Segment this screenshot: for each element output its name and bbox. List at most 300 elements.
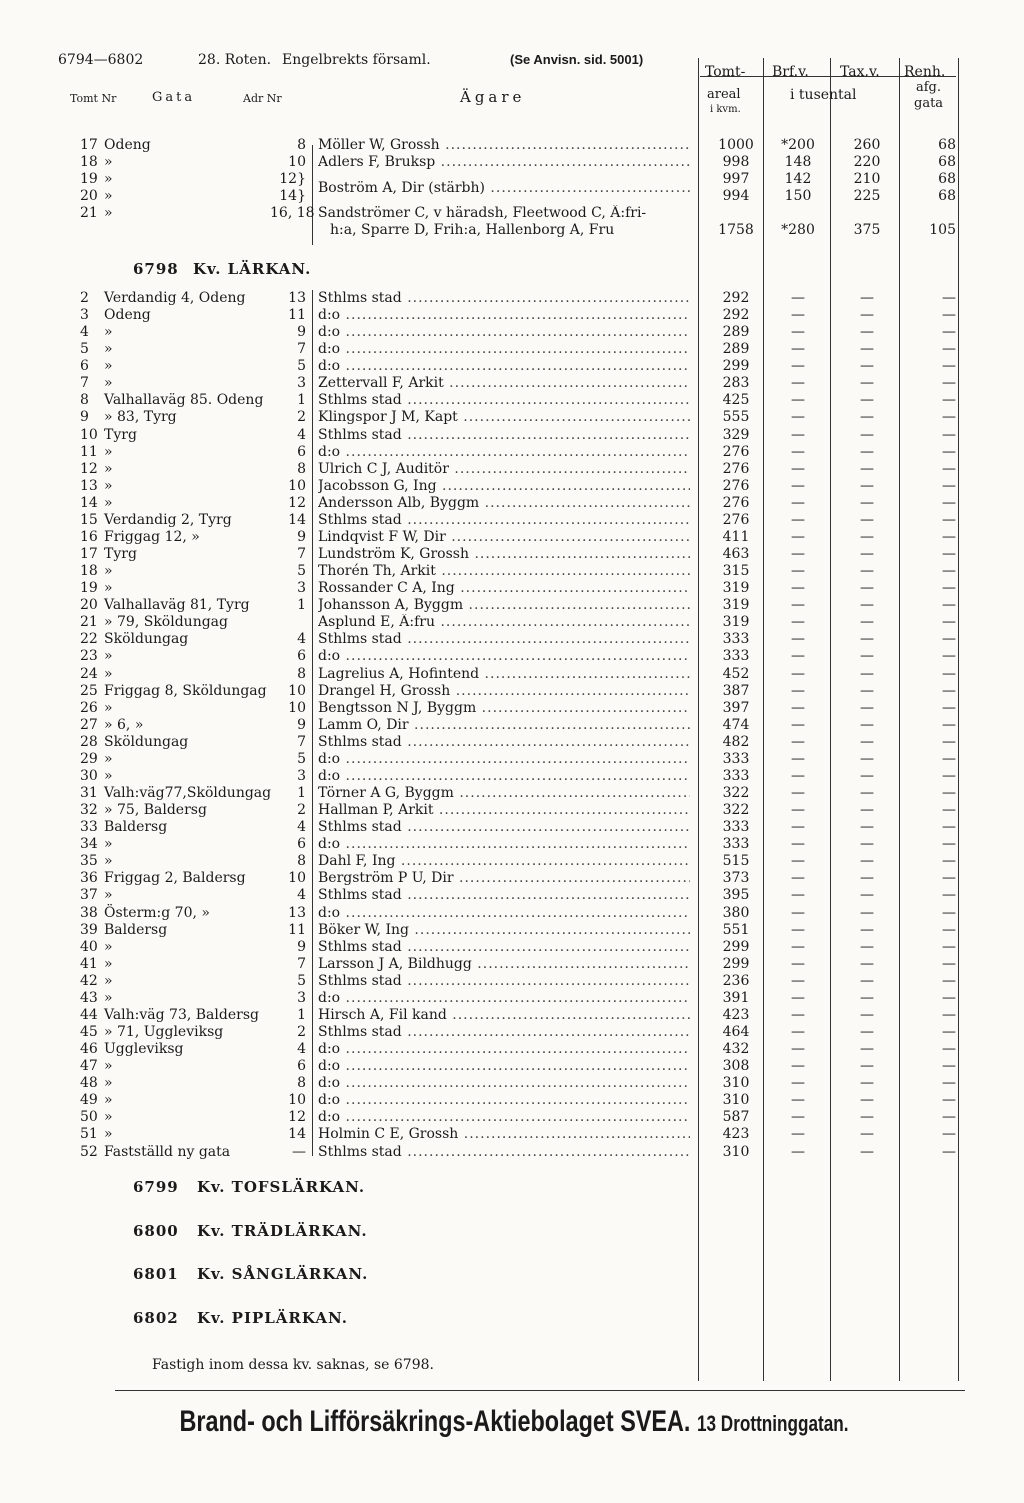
table-row: [0, 614, 1024, 631]
table-row: [0, 358, 1024, 375]
cell-nr: 50: [80, 1109, 98, 1126]
cell-renh: —: [942, 648, 956, 665]
cell-tax: —: [860, 904, 874, 921]
cell-renh: —: [942, 511, 956, 528]
cell-area: 310: [722, 1075, 750, 1092]
cell-adr: 2: [297, 802, 306, 819]
cell-renh: —: [942, 767, 956, 784]
cell-tax: —: [860, 375, 874, 392]
cell-renh: —: [942, 1024, 956, 1040]
reference-note: (Se Anvisn. sid. 5001): [510, 52, 644, 67]
cell-nr: 52: [80, 1143, 98, 1160]
cell-nr: 23: [80, 648, 98, 665]
cell-agare: Dahl F, Ing .....: [318, 853, 690, 870]
table-row: [0, 836, 1024, 853]
cell-nr: 20: [80, 597, 98, 614]
cell-brf: —: [791, 426, 805, 443]
cell-renh: —: [942, 341, 956, 358]
cell-brf: —: [791, 921, 805, 938]
cell-brf: —: [791, 819, 805, 836]
cell-area: 587: [722, 1109, 750, 1126]
cell-area: 299: [722, 358, 750, 375]
cell-agare: d:o .....: [318, 1109, 690, 1126]
cell-renh: —: [942, 1126, 956, 1143]
cell-gata: »: [104, 972, 113, 989]
cell-area: 292: [722, 290, 750, 306]
cell-gata: Tyrg: [104, 546, 137, 563]
cell-nr: 35: [80, 853, 98, 870]
cell-tax: —: [860, 546, 874, 563]
cell-tax: —: [860, 614, 874, 631]
cell-area: 373: [722, 870, 750, 887]
cell-brf: —: [791, 802, 805, 819]
cell-renh: —: [942, 324, 956, 341]
cell-brf: —: [791, 546, 805, 563]
cell-renh: —: [942, 290, 956, 306]
table-row: [0, 666, 1024, 683]
cell-tax: —: [860, 1006, 874, 1023]
cell-brf: —: [791, 1006, 805, 1023]
cell-gata: Österm:g 70, »: [104, 904, 210, 921]
cell-adr: 9: [297, 528, 306, 545]
cell-nr: 51: [80, 1126, 98, 1143]
cell-renh: —: [942, 307, 956, 324]
cell-brf: —: [791, 785, 805, 802]
table-row: h:a, Sparre D, Frih:a, Hallenborg A, Fru 1758 *280 375 105: [330, 222, 956, 238]
cell-renh: —: [942, 1092, 956, 1109]
cell-area: 299: [722, 938, 750, 955]
cell-agare: Drangel H, Grossh .....: [318, 683, 690, 700]
cell-gata: Verdandig 2, Tyrg: [104, 511, 232, 528]
cell-tax: —: [860, 358, 874, 375]
cell-nr: 42: [80, 972, 98, 989]
cell-area: 474: [722, 716, 750, 733]
cell-gata: »: [104, 1058, 113, 1075]
table-row: [0, 1126, 1024, 1143]
cell-renh: —: [942, 972, 956, 989]
cell-adr: 6: [297, 1058, 306, 1075]
table-row: [0, 1075, 1024, 1092]
cell-tax: —: [860, 1143, 874, 1160]
cell-tax: —: [860, 528, 874, 545]
kv-heading-6798: 6798 Kv. LÄRKAN.: [133, 260, 312, 278]
cell-tax: —: [860, 682, 874, 699]
cell-adr: 6: [297, 443, 306, 460]
cell-agare: Bengtsson N J, Byggm .....: [318, 700, 690, 717]
cell-adr: 3: [297, 375, 306, 392]
cell-renh: —: [942, 580, 956, 597]
cell-gata: Baldersg: [104, 819, 168, 836]
cell-tax: —: [860, 477, 874, 494]
col-brf: Brf.v.: [772, 64, 809, 80]
cell-area: 283: [722, 375, 750, 392]
table-row: [0, 905, 1024, 922]
cell-gata: »: [104, 580, 113, 597]
cell-brf: —: [791, 477, 805, 494]
cell-tax: —: [860, 1024, 874, 1040]
cell-nr: 33: [80, 819, 98, 836]
roten-label: 28. Roten.: [198, 52, 272, 68]
kv-heading-6799: 6799 Kv. TOFSLÄRKAN.: [133, 1178, 366, 1196]
missing-note: Fastigh inom dessa kv. saknas, se 6798.: [152, 1357, 434, 1373]
cell-tax: —: [860, 1058, 874, 1075]
cell-adr: 1: [297, 597, 306, 614]
cell-agare: Sthlms stad .....: [318, 939, 690, 956]
table-row: [0, 631, 1024, 648]
table-row: 17 Odeng 8 Möller W, Grossh ..... 1000 *200 260 68: [0, 137, 1024, 154]
cell-gata: » 79, Sköldungag: [104, 614, 228, 631]
cell-brf: —: [791, 494, 805, 511]
cell-area: 515: [722, 853, 750, 870]
cell-nr: 11: [80, 443, 98, 460]
cell-tax: —: [860, 443, 874, 460]
cell-adr: 7: [297, 341, 306, 358]
cell-gata: Odeng: [104, 307, 151, 324]
table-row: [0, 768, 1024, 785]
cell-nr: 47: [80, 1058, 98, 1075]
cell-area: 276: [722, 460, 750, 477]
table-row: [0, 819, 1024, 836]
cell-brf: —: [791, 836, 805, 853]
table-row: [0, 529, 1024, 546]
table-row: [0, 1007, 1024, 1024]
cell-adr: 6: [297, 836, 306, 853]
cell-agare: d:o .....: [318, 341, 690, 358]
cell-adr: 12: [288, 1109, 306, 1126]
cell-agare: Asplund E, Ä:fru .....: [318, 614, 690, 631]
cell-brf: —: [791, 1058, 805, 1075]
cell-area: 395: [722, 887, 750, 904]
cell-area: 276: [722, 494, 750, 511]
cell-nr: 26: [80, 699, 98, 716]
cell-gata: » 71, Uggleviksg: [104, 1024, 224, 1040]
cell-adr: 10: [288, 682, 306, 699]
cell-adr: 5: [297, 750, 306, 767]
cell-tax: —: [860, 767, 874, 784]
table-row: [0, 597, 1024, 614]
cell-adr: 4: [297, 887, 306, 904]
cell-area: 333: [722, 631, 750, 648]
cell-nr: 13: [80, 477, 98, 494]
cell-area: 315: [722, 563, 750, 580]
cell-area: 425: [722, 392, 750, 409]
cell-renh: —: [942, 1058, 956, 1075]
cell-gata: »: [104, 989, 113, 1006]
cell-nr: 2: [80, 290, 89, 306]
cell-tax: —: [860, 1109, 874, 1126]
cell-area: 322: [722, 785, 750, 802]
cell-area: 464: [722, 1024, 750, 1040]
cell-agare: Hirsch A, Fil kand .....: [318, 1007, 690, 1024]
cell-tax: —: [860, 648, 874, 665]
cell-renh: —: [942, 426, 956, 443]
cell-nr: 40: [80, 938, 98, 955]
cell-gata: »: [104, 324, 113, 341]
cell-renh: —: [942, 887, 956, 904]
cell-tax: —: [860, 324, 874, 341]
table-row: [0, 375, 1024, 392]
cell-adr: 3: [297, 989, 306, 1006]
cell-nr: 45: [80, 1024, 98, 1040]
cell-brf: —: [791, 597, 805, 614]
cell-nr: 46: [80, 1041, 98, 1058]
cell-nr: 32: [80, 802, 98, 819]
footer-rule: [115, 1390, 965, 1391]
cell-area: 289: [722, 341, 750, 358]
cell-adr: 1: [297, 785, 306, 802]
cell-renh: —: [942, 1075, 956, 1092]
cell-renh: —: [942, 358, 956, 375]
cell-tax: —: [860, 494, 874, 511]
col-adr-nr: Adr Nr: [243, 92, 282, 105]
cell-renh: —: [942, 494, 956, 511]
cell-tax: —: [860, 563, 874, 580]
cell-area: 423: [722, 1006, 750, 1023]
cell-gata: Valh:väg77,Sköldungag: [104, 785, 272, 802]
cell-brf: —: [791, 853, 805, 870]
cell-tax: —: [860, 597, 874, 614]
cell-adr: 1: [297, 392, 306, 409]
cell-tax: —: [860, 870, 874, 887]
cell-agare: d:o .....: [318, 836, 690, 853]
cell-nr: 27: [80, 716, 98, 733]
kv-heading-6800: 6800 Kv. TRÄDLÄRKAN.: [133, 1222, 368, 1240]
cell-nr: 5: [80, 341, 89, 358]
cell-area: 551: [722, 921, 750, 938]
cell-tax: —: [860, 955, 874, 972]
cell-tax: —: [860, 1041, 874, 1058]
cell-gata: » 75, Baldersg: [104, 802, 207, 819]
cell-nr: 29: [80, 750, 98, 767]
cell-nr: 14: [80, 494, 98, 511]
cell-adr: 5: [297, 358, 306, 375]
cell-brf: —: [791, 733, 805, 750]
page-range: 6794—6802: [58, 52, 144, 68]
cell-adr: 8: [297, 853, 306, 870]
cell-brf: —: [791, 307, 805, 324]
cell-agare: Bergström P U, Dir .....: [318, 870, 690, 887]
cell-brf: —: [791, 580, 805, 597]
cell-nr: 17: [80, 546, 98, 563]
cell-gata: »: [104, 358, 113, 375]
cell-agare: Ulrich C J, Auditör .....: [318, 461, 690, 478]
col-ikvm: i kvm.: [710, 104, 741, 115]
cell-gata: »: [104, 699, 113, 716]
cell-area: 397: [722, 699, 750, 716]
cell-agare: d:o .....: [318, 358, 690, 375]
cell-brf: —: [791, 290, 805, 306]
cell-agare: Sthlms stad .....: [318, 1024, 690, 1041]
cell-renh: —: [942, 1143, 956, 1160]
cell-tax: —: [860, 921, 874, 938]
cell-tax: —: [860, 290, 874, 306]
cell-gata: Valh:väg 73, Baldersg: [104, 1006, 259, 1023]
cell-tax: —: [860, 785, 874, 802]
cell-gata: » 6, »: [104, 716, 144, 733]
cell-adr: 2: [297, 409, 306, 426]
cell-renh: —: [942, 665, 956, 682]
cell-brf: —: [791, 767, 805, 784]
cell-adr: —: [292, 1143, 306, 1160]
cell-adr: 8: [297, 460, 306, 477]
table-row: [0, 341, 1024, 358]
cell-brf: —: [791, 324, 805, 341]
cell-agare: Sthlms stad .....: [318, 631, 690, 648]
cell-gata: »: [104, 563, 113, 580]
cell-area: 380: [722, 904, 750, 921]
cell-agare: Sthlms stad .....: [318, 1144, 690, 1161]
cell-nr: 34: [80, 836, 98, 853]
table-row: [0, 324, 1024, 341]
cell-agare: d:o .....: [318, 324, 690, 341]
cell-nr: 39: [80, 921, 98, 938]
table-row: 19 » 12} 997 142 210 68: [80, 171, 956, 187]
cell-nr: 24: [80, 665, 98, 682]
cell-area: 333: [722, 836, 750, 853]
cell-adr: 3: [297, 767, 306, 784]
cell-area: 387: [722, 682, 750, 699]
cell-renh: —: [942, 785, 956, 802]
cell-renh: —: [942, 631, 956, 648]
cell-renh: —: [942, 443, 956, 460]
cell-agare: Rossander C A, Ing .....: [318, 580, 690, 597]
cell-nr: 9: [80, 409, 89, 426]
cell-area: 310: [722, 1143, 750, 1160]
cell-adr: 1: [297, 1006, 306, 1023]
cell-agare: Sthlms stad .....: [318, 290, 690, 307]
cell-gata: »: [104, 836, 113, 853]
cell-nr: 18: [80, 563, 98, 580]
cell-agare: Lindqvist F W, Dir .....: [318, 529, 690, 546]
table-row: [0, 580, 1024, 597]
cell-area: 482: [722, 733, 750, 750]
cell-area: 319: [722, 580, 750, 597]
cell-brf: —: [791, 955, 805, 972]
cell-renh: —: [942, 614, 956, 631]
col-tomt-nr: Tomt Nr: [70, 92, 117, 105]
cell-gata: »: [104, 853, 113, 870]
cell-agare: Sthlms stad .....: [318, 392, 690, 409]
cell-agare: Sthlms stad .....: [318, 973, 690, 990]
cell-adr: 11: [288, 921, 306, 938]
cell-renh: —: [942, 921, 956, 938]
cell-adr: 10: [288, 1092, 306, 1109]
cell-renh: —: [942, 409, 956, 426]
cell-adr: 7: [297, 955, 306, 972]
cell-gata: Valhallaväg 81, Tyrg: [104, 597, 250, 614]
cell-tax: —: [860, 972, 874, 989]
kv-heading-6802: 6802 Kv. PIPLÄRKAN.: [133, 1309, 348, 1327]
cell-brf: —: [791, 1143, 805, 1160]
cell-tax: —: [860, 802, 874, 819]
cell-gata: »: [104, 494, 113, 511]
table-row: [0, 478, 1024, 495]
cell-gata: Verdandig 4, Odeng: [104, 290, 246, 306]
cell-gata: Sköldungag: [104, 733, 189, 750]
cell-tax: —: [860, 1092, 874, 1109]
cell-agare: d:o .....: [318, 751, 690, 768]
cell-adr: 3: [297, 580, 306, 597]
cell-renh: —: [942, 836, 956, 853]
cell-agare: Sthlms stad .....: [318, 887, 690, 904]
cell-gata: »: [104, 1092, 113, 1109]
cell-nr: 49: [80, 1092, 98, 1109]
table-row: [0, 563, 1024, 580]
cell-tax: —: [860, 819, 874, 836]
cell-agare: Sthlms stad .....: [318, 819, 690, 836]
col-i-tusental: i tusental: [790, 87, 857, 103]
cell-adr: 13: [288, 290, 306, 306]
table-row: [0, 1024, 1024, 1041]
cell-gata: Tyrg: [104, 426, 137, 443]
cell-agare: Zettervall F, Arkit .....: [318, 375, 690, 392]
table-row: [0, 700, 1024, 717]
cell-agare: d:o .....: [318, 1075, 690, 1092]
cell-brf: —: [791, 870, 805, 887]
cell-nr: 10: [80, 426, 98, 443]
cell-gata: »: [104, 443, 113, 460]
cell-gata: »: [104, 460, 113, 477]
cell-adr: 13: [288, 904, 306, 921]
cell-brf: —: [791, 1075, 805, 1092]
cell-adr: 10: [288, 699, 306, 716]
col-tomt: Tomt-: [705, 64, 746, 80]
cell-brf: —: [791, 392, 805, 409]
cell-nr: 48: [80, 1075, 98, 1092]
cell-tax: —: [860, 836, 874, 853]
table-row: [0, 290, 1024, 307]
cell-gata: Friggag 12, »: [104, 528, 200, 545]
col-areal: areal: [707, 87, 741, 102]
cell-gata: »: [104, 375, 113, 392]
cell-adr: 11: [288, 307, 306, 324]
table-row: [0, 922, 1024, 939]
table-row: [0, 1058, 1024, 1075]
table-row: [0, 785, 1024, 802]
cell-area: 319: [722, 597, 750, 614]
col-agare: Ägare: [460, 88, 526, 106]
table-row: [0, 939, 1024, 956]
cell-area: 555: [722, 409, 750, 426]
cell-nr: 4: [80, 324, 89, 341]
cell-renh: —: [942, 853, 956, 870]
cell-area: 411: [722, 528, 750, 545]
cell-renh: —: [942, 563, 956, 580]
cell-tax: —: [860, 665, 874, 682]
cell-adr: 10: [288, 477, 306, 494]
cell-area: 333: [722, 819, 750, 836]
cell-renh: —: [942, 699, 956, 716]
cell-tax: —: [860, 426, 874, 443]
cell-brf: —: [791, 699, 805, 716]
advertisement-footer: Brand- och Lifförsäkrings-Aktiebolaget SVEA. 13 Drottninggatan.: [179, 1405, 849, 1438]
cell-area: 432: [722, 1041, 750, 1058]
cell-tax: —: [860, 511, 874, 528]
cell-nr: 36: [80, 870, 98, 887]
table-row: [0, 427, 1024, 444]
cell-agare: Johansson A, Byggm .....: [318, 597, 690, 614]
cell-renh: —: [942, 1109, 956, 1126]
cell-adr: 5: [297, 972, 306, 989]
cell-agare: Holmin C E, Grossh .....: [318, 1126, 690, 1143]
cell-brf: —: [791, 375, 805, 392]
cell-nr: 31: [80, 785, 98, 802]
cell-area: 289: [722, 324, 750, 341]
cell-nr: 6: [80, 358, 89, 375]
cell-brf: —: [791, 528, 805, 545]
cell-agare: Lamm O, Dir .....: [318, 717, 690, 734]
cell-adr: 5: [297, 563, 306, 580]
